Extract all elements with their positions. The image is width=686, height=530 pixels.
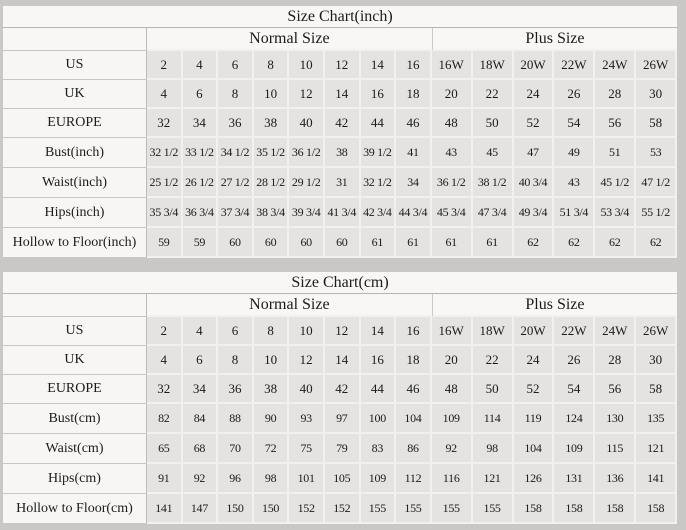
size-cell: 38 [254, 375, 290, 404]
size-cell: 141 [636, 464, 677, 494]
size-cell: 131 [554, 464, 595, 494]
size-cell: 104 [514, 434, 555, 464]
size-cell: 14 [325, 80, 361, 109]
size-cell: 65 [147, 434, 183, 464]
size-cell: 62 [514, 228, 555, 258]
size-cell: 36 [218, 375, 254, 404]
size-cell: 135 [636, 404, 677, 434]
size-cell: 16 [396, 51, 432, 80]
row-label: EUROPE [3, 375, 147, 404]
size-cell: 12 [325, 317, 361, 346]
size-cell: 152 [289, 494, 325, 524]
table-row [3, 434, 677, 464]
size-cell: 79 [325, 434, 361, 464]
size-cell: 22 [473, 346, 514, 375]
size-cell: 14 [361, 317, 397, 346]
size-cell: 44 [361, 109, 397, 138]
size-cell: 45 1/2 [595, 168, 636, 198]
size-cell: 62 [636, 228, 677, 258]
size-cell: 75 [289, 434, 325, 464]
size-cell: 114 [473, 404, 514, 434]
size-cell: 141 [147, 494, 183, 524]
table-row [3, 198, 677, 228]
corner-cell [3, 28, 147, 51]
size-cell: 24W [595, 51, 636, 80]
size-cell: 104 [396, 404, 432, 434]
size-cell: 4 [183, 51, 219, 80]
table-title: Size Chart(inch) [3, 6, 677, 28]
size-cell: 22 [473, 80, 514, 109]
size-cell: 45 3/4 [432, 198, 473, 228]
size-cell: 121 [636, 434, 677, 464]
row-label: Hips(cm) [3, 464, 147, 494]
size-cell: 32 1/2 [147, 138, 183, 168]
size-cell: 10 [254, 80, 290, 109]
size-cell: 53 [636, 138, 677, 168]
size-cell: 58 [636, 375, 677, 404]
size-cell: 28 [595, 80, 636, 109]
size-cell: 29 1/2 [289, 168, 325, 198]
table-row [3, 168, 677, 198]
size-cell: 96 [218, 464, 254, 494]
table-row [3, 375, 677, 404]
size-cell: 91 [147, 464, 183, 494]
size-cell: 18 [396, 80, 432, 109]
size-cell: 16 [361, 80, 397, 109]
size-cell: 52 [514, 375, 555, 404]
size-cell: 40 3/4 [514, 168, 555, 198]
size-cell: 46 [396, 109, 432, 138]
table-row [3, 317, 677, 346]
size-cell: 68 [183, 434, 219, 464]
size-cell: 150 [254, 494, 290, 524]
size-cell: 130 [595, 404, 636, 434]
size-cell: 47 3/4 [473, 198, 514, 228]
table-row [3, 494, 677, 524]
table-row [3, 272, 677, 294]
size-cell: 24 [514, 80, 555, 109]
size-cell: 8 [218, 80, 254, 109]
row-label: EUROPE [3, 109, 147, 138]
size-cell: 158 [514, 494, 555, 524]
size-cell: 8 [254, 51, 290, 80]
size-cell: 109 [554, 434, 595, 464]
size-cell: 98 [254, 464, 290, 494]
normal-size-header: Normal Size [147, 294, 432, 317]
size-cell: 62 [554, 228, 595, 258]
size-cell: 34 [183, 375, 219, 404]
size-cell: 46 [396, 375, 432, 404]
table-row [3, 294, 677, 317]
size-cell: 16 [396, 317, 432, 346]
size-cell: 30 [636, 346, 677, 375]
size-cell: 32 [147, 109, 183, 138]
size-cell: 49 3/4 [514, 198, 555, 228]
size-cell: 6 [218, 317, 254, 346]
size-cell: 40 [289, 375, 325, 404]
row-label: UK [3, 346, 147, 375]
size-cell: 25 1/2 [147, 168, 183, 198]
size-cell: 93 [289, 404, 325, 434]
plus-size-header: Plus Size [432, 294, 677, 317]
size-cell: 12 [289, 346, 325, 375]
size-cell: 90 [254, 404, 290, 434]
size-cell: 56 [595, 375, 636, 404]
size-cell: 20 [432, 346, 473, 375]
normal-size-header: Normal Size [147, 28, 432, 51]
size-cell: 34 [183, 109, 219, 138]
table-row [3, 80, 677, 109]
size-cell: 109 [432, 404, 473, 434]
size-cell: 50 [473, 375, 514, 404]
size-cell: 48 [432, 375, 473, 404]
size-cell: 35 1/2 [254, 138, 290, 168]
size-cell: 47 1/2 [636, 168, 677, 198]
size-cell: 39 1/2 [361, 138, 397, 168]
size-cell: 6 [183, 346, 219, 375]
size-cell: 59 [147, 228, 183, 258]
table-row [3, 51, 677, 80]
size-cell: 2 [147, 51, 183, 80]
size-cell: 10 [254, 346, 290, 375]
size-chart-inch-table [3, 6, 677, 258]
table-row [3, 138, 677, 168]
table-row [3, 404, 677, 434]
size-cell: 92 [432, 434, 473, 464]
size-cell: 22W [554, 51, 595, 80]
size-cell: 54 [554, 375, 595, 404]
size-cell: 39 3/4 [289, 198, 325, 228]
size-cell: 38 [325, 138, 361, 168]
size-cell: 155 [396, 494, 432, 524]
size-cell: 12 [325, 51, 361, 80]
size-cell: 155 [473, 494, 514, 524]
size-cell: 41 3/4 [325, 198, 361, 228]
size-cell: 4 [147, 346, 183, 375]
size-cell: 112 [396, 464, 432, 494]
size-cell: 42 3/4 [361, 198, 397, 228]
size-cell: 51 [595, 138, 636, 168]
size-cell: 124 [554, 404, 595, 434]
size-cell: 54 [554, 109, 595, 138]
table-row [3, 109, 677, 138]
size-cell: 51 3/4 [554, 198, 595, 228]
size-cell: 34 1/2 [218, 138, 254, 168]
corner-cell [3, 294, 147, 317]
size-cell: 10 [289, 51, 325, 80]
size-cell: 24 [514, 346, 555, 375]
size-cell: 41 [396, 138, 432, 168]
size-cell: 155 [361, 494, 397, 524]
size-cell: 10 [289, 317, 325, 346]
size-cell: 6 [183, 80, 219, 109]
table-row [3, 464, 677, 494]
size-cell: 36 3/4 [183, 198, 219, 228]
size-cell: 61 [432, 228, 473, 258]
size-cell: 100 [361, 404, 397, 434]
size-cell: 28 1/2 [254, 168, 290, 198]
size-cell: 136 [595, 464, 636, 494]
size-cell: 33 1/2 [183, 138, 219, 168]
size-cell: 44 3/4 [396, 198, 432, 228]
size-cell: 18W [473, 51, 514, 80]
row-label: Bust(inch) [3, 138, 147, 168]
size-cell: 158 [595, 494, 636, 524]
size-cell: 61 [473, 228, 514, 258]
size-cell: 24W [595, 317, 636, 346]
size-cell: 158 [636, 494, 677, 524]
size-cell: 16 [361, 346, 397, 375]
row-label: US [3, 317, 147, 346]
size-cell: 72 [254, 434, 290, 464]
size-cell: 32 1/2 [361, 168, 397, 198]
size-cell: 38 1/2 [473, 168, 514, 198]
size-cell: 14 [361, 51, 397, 80]
size-cell: 36 1/2 [432, 168, 473, 198]
size-cell: 43 [554, 168, 595, 198]
size-cell: 98 [473, 434, 514, 464]
size-cell: 26 [554, 80, 595, 109]
size-cell: 86 [396, 434, 432, 464]
size-cell: 36 [218, 109, 254, 138]
table-row [3, 228, 677, 258]
plus-size-header: Plus Size [432, 28, 677, 51]
size-cell: 155 [432, 494, 473, 524]
size-cell: 22W [554, 317, 595, 346]
table-row [3, 28, 677, 51]
size-cell: 31 [325, 168, 361, 198]
size-cell: 56 [595, 109, 636, 138]
size-cell: 34 [396, 168, 432, 198]
size-cell: 8 [254, 317, 290, 346]
size-cell: 55 1/2 [636, 198, 677, 228]
size-cell: 52 [514, 109, 555, 138]
size-cell: 6 [218, 51, 254, 80]
size-cell: 47 [514, 138, 555, 168]
size-cell: 20 [432, 80, 473, 109]
row-label: US [3, 51, 147, 80]
size-cell: 49 [554, 138, 595, 168]
size-cell: 26W [636, 317, 677, 346]
size-cell: 61 [396, 228, 432, 258]
size-cell: 147 [183, 494, 219, 524]
size-cell: 105 [325, 464, 361, 494]
size-chart-cm-table [3, 272, 677, 524]
size-cell: 44 [361, 375, 397, 404]
size-cell: 38 3/4 [254, 198, 290, 228]
size-cell: 158 [554, 494, 595, 524]
size-cell: 88 [218, 404, 254, 434]
size-cell: 26 [554, 346, 595, 375]
size-cell: 20W [514, 51, 555, 80]
size-cell: 150 [218, 494, 254, 524]
size-cell: 8 [218, 346, 254, 375]
size-cell: 62 [595, 228, 636, 258]
row-label: UK [3, 80, 147, 109]
size-cell: 43 [432, 138, 473, 168]
size-cell: 18 [396, 346, 432, 375]
size-cell: 35 3/4 [147, 198, 183, 228]
size-cell: 12 [289, 80, 325, 109]
size-cell: 126 [514, 464, 555, 494]
size-cell: 115 [595, 434, 636, 464]
size-cell: 109 [361, 464, 397, 494]
size-cell: 16W [432, 317, 473, 346]
size-cell: 101 [289, 464, 325, 494]
size-cell: 26 1/2 [183, 168, 219, 198]
size-cell: 45 [473, 138, 514, 168]
size-cell: 119 [514, 404, 555, 434]
row-label: Waist(inch) [3, 168, 147, 198]
size-cell: 42 [325, 375, 361, 404]
size-cell: 4 [183, 317, 219, 346]
size-cell: 61 [361, 228, 397, 258]
size-cell: 82 [147, 404, 183, 434]
size-cell: 48 [432, 109, 473, 138]
row-label: Bust(cm) [3, 404, 147, 434]
size-cell: 92 [183, 464, 219, 494]
size-cell: 60 [218, 228, 254, 258]
size-cell: 42 [325, 109, 361, 138]
size-cell: 27 1/2 [218, 168, 254, 198]
size-cell: 70 [218, 434, 254, 464]
size-cell: 2 [147, 317, 183, 346]
table-row [3, 346, 677, 375]
table-row [3, 6, 677, 28]
size-cell: 38 [254, 109, 290, 138]
size-cell: 36 1/2 [289, 138, 325, 168]
size-cell: 16W [432, 51, 473, 80]
size-cell: 121 [473, 464, 514, 494]
row-label: Waist(cm) [3, 434, 147, 464]
size-chart-page [0, 6, 686, 530]
size-cell: 28 [595, 346, 636, 375]
size-cell: 26W [636, 51, 677, 80]
size-cell: 40 [289, 109, 325, 138]
size-cell: 59 [183, 228, 219, 258]
size-cell: 84 [183, 404, 219, 434]
size-cell: 20W [514, 317, 555, 346]
size-cell: 53 3/4 [595, 198, 636, 228]
table-title: Size Chart(cm) [3, 272, 677, 294]
size-cell: 60 [289, 228, 325, 258]
row-label: Hips(inch) [3, 198, 147, 228]
size-cell: 58 [636, 109, 677, 138]
size-cell: 152 [325, 494, 361, 524]
size-cell: 60 [254, 228, 290, 258]
size-cell: 116 [432, 464, 473, 494]
size-cell: 30 [636, 80, 677, 109]
size-cell: 18W [473, 317, 514, 346]
size-cell: 14 [325, 346, 361, 375]
size-cell: 50 [473, 109, 514, 138]
row-label: Hollow to Floor(cm) [3, 494, 147, 524]
size-cell: 37 3/4 [218, 198, 254, 228]
size-cell: 4 [147, 80, 183, 109]
size-cell: 60 [325, 228, 361, 258]
row-label: Hollow to Floor(inch) [3, 228, 147, 258]
size-cell: 97 [325, 404, 361, 434]
size-cell: 83 [361, 434, 397, 464]
size-cell: 32 [147, 375, 183, 404]
